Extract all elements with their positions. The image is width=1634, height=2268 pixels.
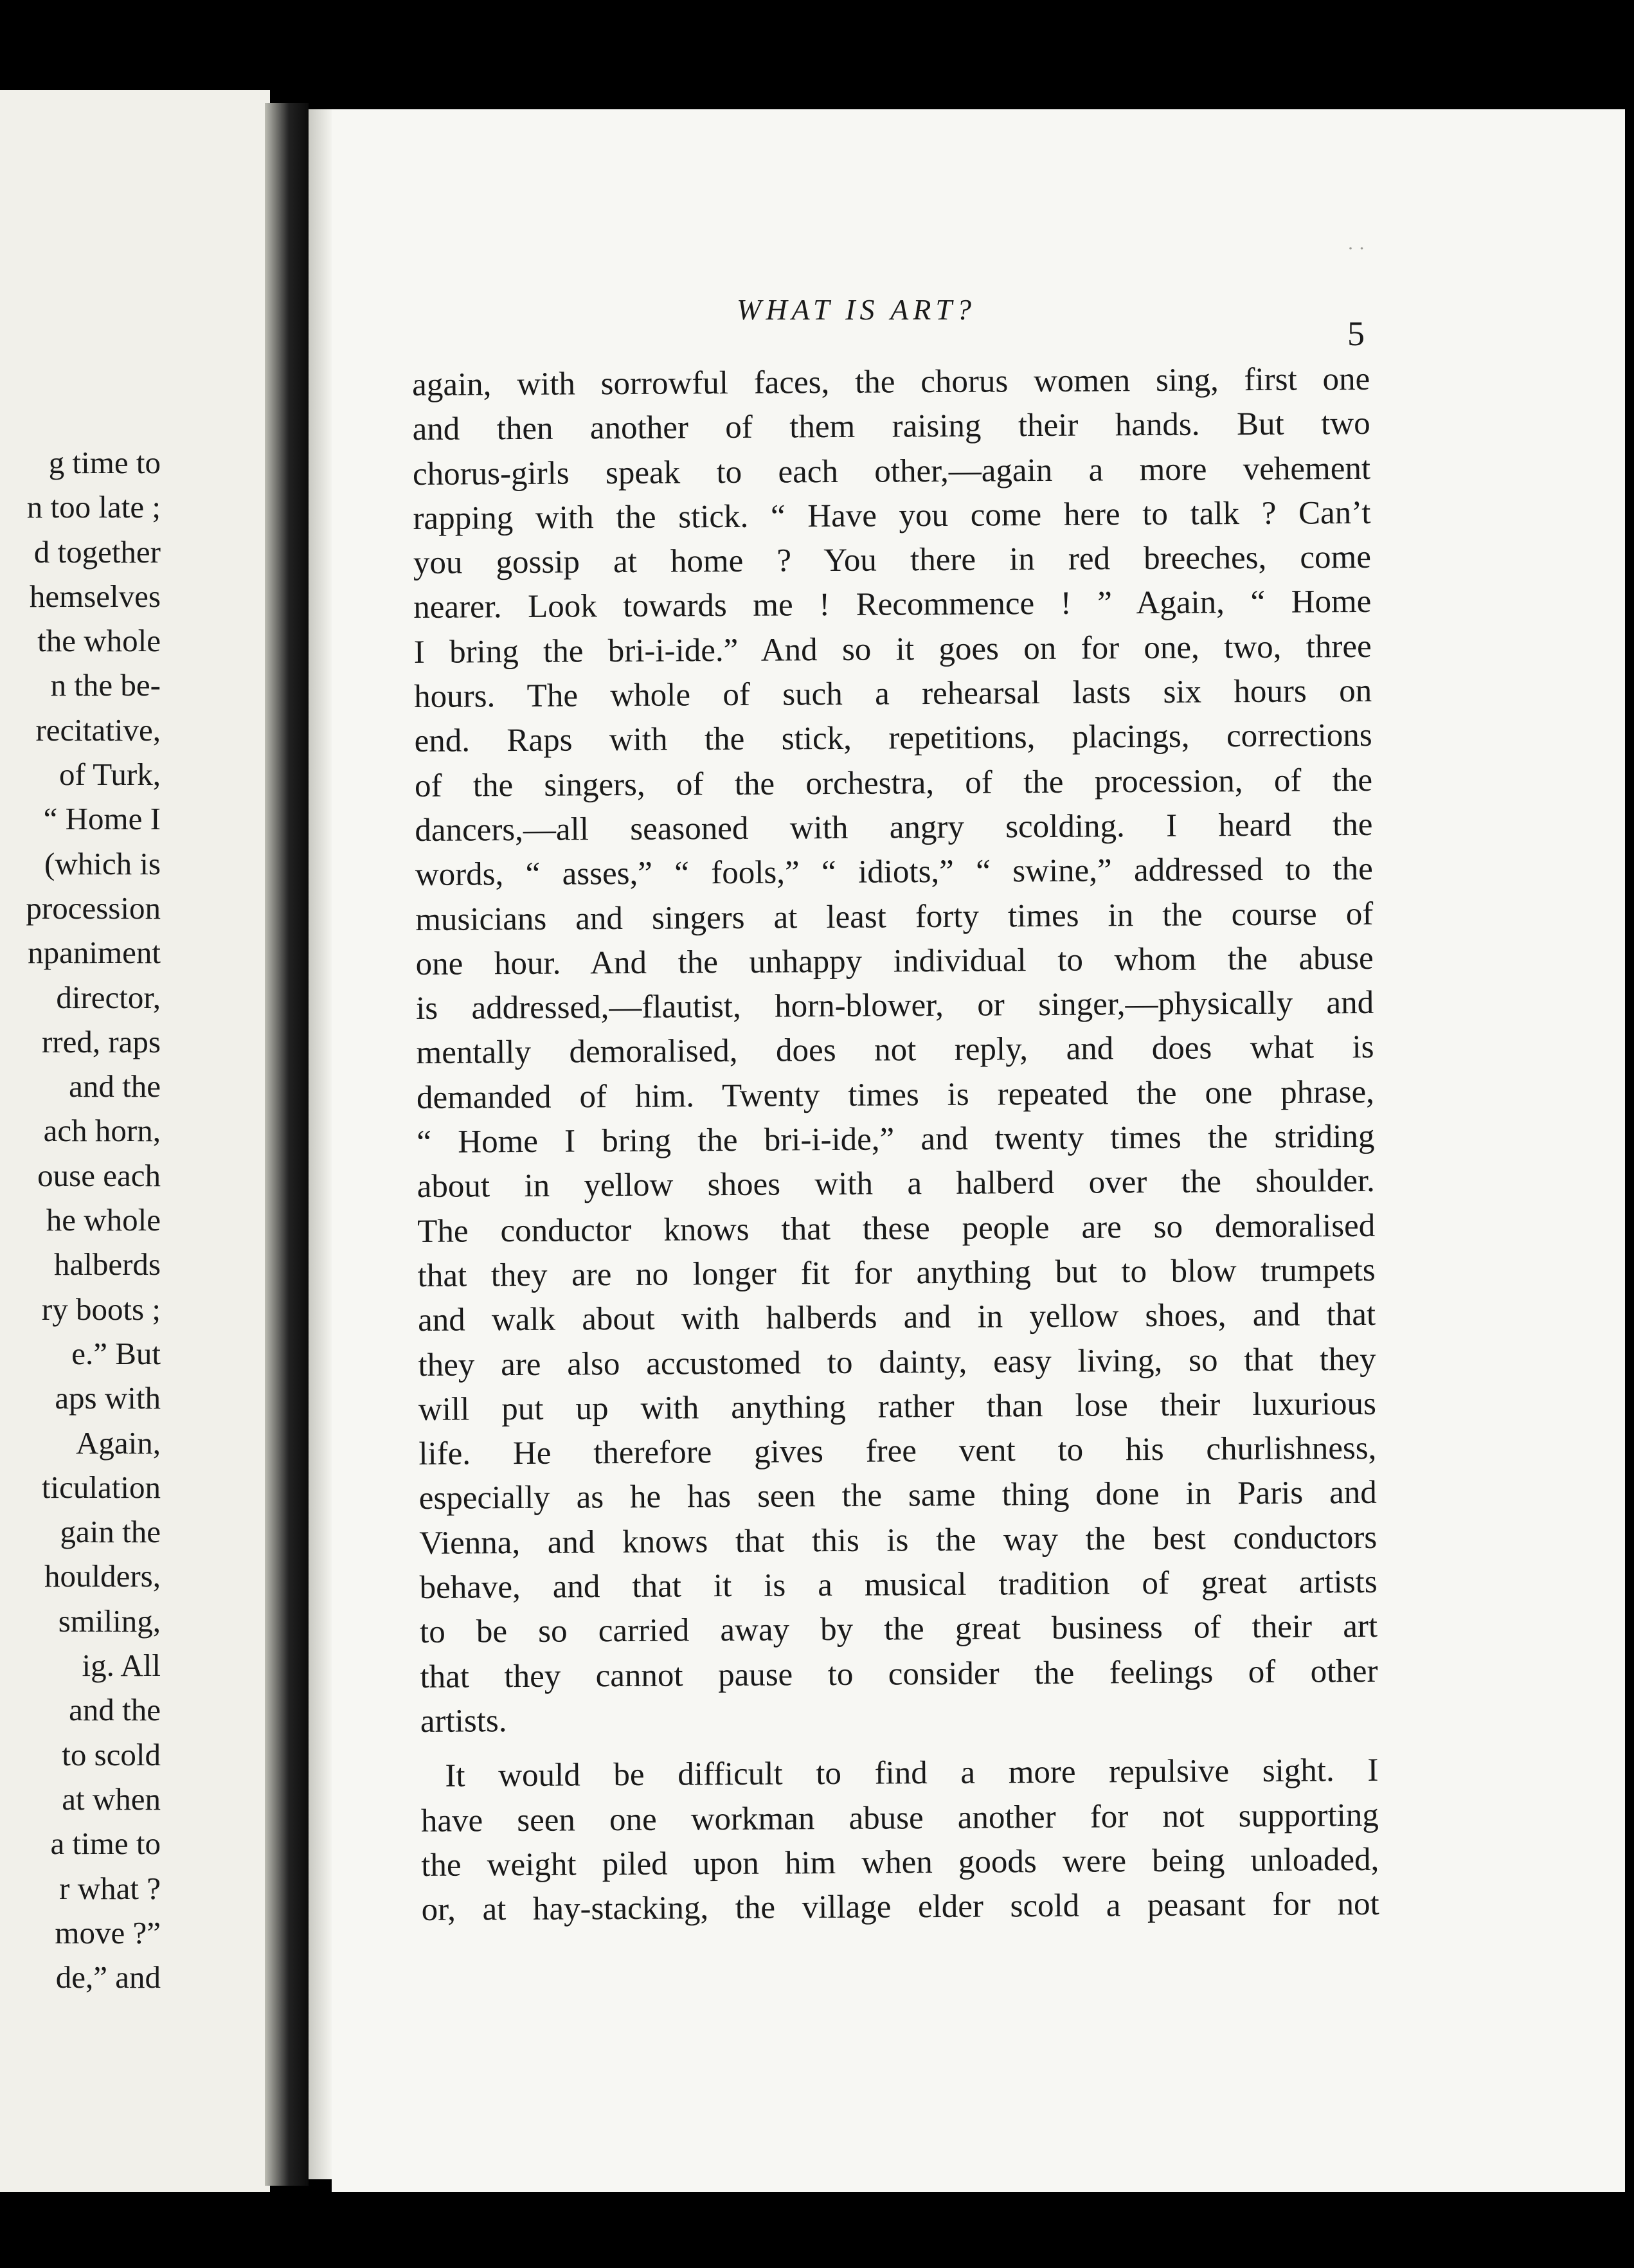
text-line: words, “ asses,” “ fools,” “ idiots,” “ swine,” addressed to the: [415, 851, 1374, 894]
left-text-line: ticulation: [41, 1469, 161, 1505]
text-line: life. He therefore gives free vent to his churlishness,: [418, 1430, 1377, 1473]
left-text-line: of Turk,: [59, 757, 161, 793]
left-text-line: npaniment: [28, 935, 161, 971]
text-line: again, with sorrowful faces, the chorus women sing, first one: [412, 361, 1370, 403]
left-text-line: ouse each: [37, 1157, 161, 1193]
text-line: demanded of him. Twenty times is repeated the one phrase,: [416, 1074, 1375, 1116]
text-line: artists.: [420, 1703, 507, 1740]
text-line: or, at hay-stacking, the village elder scold a peasant for not: [421, 1886, 1379, 1929]
text-line: end. Raps with the stick, repetitions, placings, corrections: [414, 717, 1372, 760]
text-line: of the singers, of the orchestra, of the procession, of the: [414, 762, 1373, 804]
text-line: and then another of them raising their hands. But two: [412, 406, 1370, 448]
left-text-line: rred, raps: [41, 1023, 161, 1059]
left-text-line: gain the: [60, 1514, 161, 1550]
gutter-shadow: [309, 109, 332, 2179]
left-text-line: at when: [62, 1781, 161, 1817]
scan-mark: · ·: [1347, 238, 1365, 259]
text-line: about in yellow shoes with a halberd over the shoulder.: [417, 1163, 1375, 1205]
book-gutter: [265, 103, 309, 2186]
text-line: that they cannot pause to consider the feelings of other: [420, 1653, 1378, 1695]
text-line: “ Home I bring the bri-i-ide,” and twenty times the striding: [417, 1118, 1375, 1161]
left-text-line: hemselves: [29, 578, 161, 614]
left-text-line: halberds: [54, 1246, 161, 1282]
left-text-line: n the be-: [50, 667, 161, 703]
text-line: hours. The whole of such a rehearsal lasts six hours on: [413, 672, 1372, 716]
text-line: musicians and singers at least forty times in the course of: [415, 896, 1374, 938]
text-line: dancers,—all seasoned with angry scolding. I heard the: [415, 806, 1373, 849]
text-line: chorus-girls speak to each other,—again a more vehement: [412, 450, 1371, 492]
text-line: will put up with anything rather than lose their luxurious: [418, 1385, 1377, 1428]
right-page: [332, 109, 1625, 2192]
left-facing-page: [0, 90, 270, 2192]
left-text-line: ig. All: [82, 1648, 161, 1684]
left-text-line: ry boots ;: [41, 1291, 161, 1327]
text-line: especially as he has seen the same thing done in Paris and: [418, 1475, 1377, 1517]
body-text: [412, 357, 1379, 1932]
left-text-line: r what ?: [59, 1870, 161, 1906]
text-line: and walk about with halberds and in yellow shoes, and that: [417, 1297, 1376, 1339]
left-text-line: recitative,: [35, 712, 161, 748]
left-text-line: houlders,: [44, 1558, 161, 1594]
left-text-line: Again,: [76, 1425, 161, 1461]
left-text-line: procession: [26, 890, 161, 926]
left-text-line: “ Home I: [43, 801, 161, 837]
left-text-line: g time to: [48, 445, 161, 480]
text-line: The conductor knows that these people are so demoralised: [417, 1207, 1376, 1250]
text-line: to be so carried away by the great business of their art: [419, 1608, 1378, 1651]
left-text-line: and the: [69, 1068, 161, 1104]
text-line: I bring the bri-i-ide.” And so it goes on for one, two, three: [413, 628, 1372, 670]
left-text-line: smiling,: [58, 1603, 161, 1639]
left-text-line: the whole: [37, 623, 161, 659]
text-line: the weight piled upon him when goods were being unloaded,: [421, 1841, 1379, 1884]
text-line: Vienna, and knows that this is the way the best conductors: [419, 1519, 1378, 1562]
text-line: mentally demoralised, does not reply, and does what is: [416, 1029, 1374, 1072]
left-text-line: director,: [56, 979, 161, 1015]
left-text-line: aps with: [55, 1380, 161, 1416]
running-head: WHAT IS ART?: [737, 293, 976, 326]
text-line: It would be difficult to find a more repulsive sight. I: [445, 1752, 1379, 1794]
text-line: have seen one workman abuse another for not supporting: [420, 1797, 1379, 1839]
text-line: nearer. Look towards me ! Recommence ! ” Again, “ Home: [413, 584, 1372, 626]
text-line: they are also accustomed to dainty, easy living, so that they: [418, 1341, 1376, 1383]
text-line: that they are no longer fit for anything but to blow trumpets: [417, 1252, 1376, 1294]
text-line: behave, and that it is a musical tradition of great artists: [419, 1563, 1378, 1606]
left-text-line: e.” But: [71, 1335, 161, 1371]
left-text-line: and the: [69, 1692, 161, 1728]
left-text-line: ach horn,: [43, 1113, 161, 1149]
left-text-line: (which is: [44, 845, 161, 881]
page-number: 5: [1347, 314, 1365, 353]
text-line: is addressed,—flautist, horn-blower, or singer,—physically and: [415, 985, 1374, 1027]
text-line: rapping with the stick. “ Have you come here to talk ? Can’t: [413, 494, 1371, 537]
left-text-line: a time to: [50, 1826, 161, 1862]
text-line: you gossip at home ? You there in red breeches, come: [413, 539, 1372, 582]
left-text-line: he whole: [46, 1202, 161, 1238]
text-line: one hour. And the unhappy individual to whom the abuse: [415, 940, 1374, 982]
left-text-line: d together: [33, 534, 161, 570]
paragraph-1: [412, 357, 1378, 1744]
paragraph-2: [420, 1749, 1379, 1932]
left-text-line: n too late ;: [26, 489, 161, 525]
left-text-line: de,” and: [55, 1959, 161, 1995]
left-text-line: to scold: [62, 1736, 161, 1772]
left-page-text: [0, 440, 161, 1999]
left-text-line: move ?”: [55, 1914, 161, 1950]
